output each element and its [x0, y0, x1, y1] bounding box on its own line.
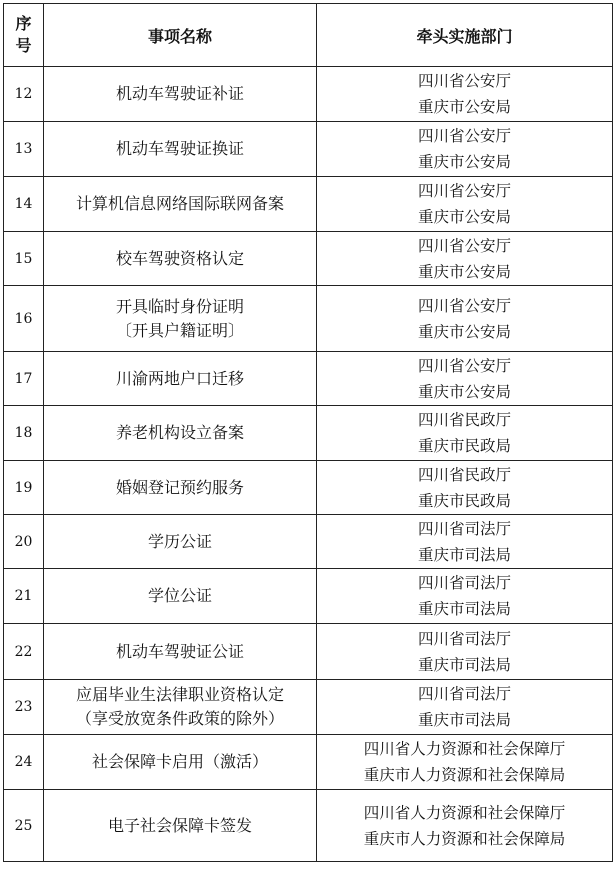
matter-name-line: 川渝两地户口迁移 — [115, 368, 244, 388]
department-line: 重庆市司法局 — [417, 545, 511, 564]
table-row — [4, 735, 613, 790]
matter-name-line: （享受放宽条件政策的除外） — [75, 709, 284, 728]
lead-department — [317, 286, 613, 352]
department-line: 四川省人力资源和社会保障厅 — [363, 740, 566, 758]
matter-name-line: 〔开具户籍证明〕 — [115, 320, 244, 340]
lead-department — [317, 515, 613, 569]
department-line: 四川省公安厅 — [417, 296, 511, 315]
department-line: 重庆市公安局 — [417, 322, 511, 341]
header-dept: 牵头实施部门 — [317, 4, 613, 67]
table-body — [4, 67, 613, 862]
matter-name — [44, 232, 317, 286]
table-header-row — [4, 4, 613, 67]
table-row — [4, 406, 613, 461]
matter-name — [44, 406, 317, 461]
lead-department — [317, 790, 613, 862]
matters-table — [3, 3, 613, 862]
department-line: 四川省公安厅 — [417, 356, 511, 375]
matter-name — [44, 624, 317, 680]
lead-department — [317, 680, 613, 735]
row-number: 12 — [4, 67, 44, 122]
department-line: 四川省司法厅 — [417, 574, 511, 592]
department-line: 四川省司法厅 — [417, 629, 511, 648]
matter-name-line: 开具临时身份证明 — [115, 296, 244, 316]
department-line: 重庆市司法局 — [417, 655, 511, 674]
row-number: 16 — [4, 286, 44, 352]
matter-name-line: 校车驾驶资格认定 — [115, 248, 244, 268]
table-row — [4, 680, 613, 735]
row-number: 21 — [4, 569, 44, 624]
row-number: 14 — [4, 177, 44, 232]
department-line: 重庆市人力资源和社会保障局 — [363, 766, 566, 784]
table-row — [4, 569, 613, 624]
table-row — [4, 790, 613, 862]
row-number: 25 — [4, 790, 44, 862]
table-row — [4, 352, 613, 406]
matter-name — [44, 67, 317, 122]
matter-name — [44, 680, 317, 735]
lead-department — [317, 461, 613, 515]
row-number: 24 — [4, 735, 44, 790]
department-line: 重庆市司法局 — [417, 711, 511, 729]
table-row — [4, 624, 613, 680]
matter-name-line: 机动车驾驶证换证 — [115, 139, 244, 158]
header-seq-line: 序 — [15, 14, 32, 33]
department-line: 四川省公安厅 — [417, 127, 511, 145]
table-row — [4, 286, 613, 352]
lead-department — [317, 569, 613, 624]
department-line: 四川省司法厅 — [417, 685, 511, 703]
matter-name-line: 机动车驾驶证补证 — [115, 84, 244, 103]
department-line: 重庆市公安局 — [417, 262, 511, 281]
matter-name — [44, 286, 317, 352]
department-line: 四川省公安厅 — [417, 182, 511, 200]
matter-name-line: 机动车驾驶证公证 — [115, 641, 244, 661]
lead-department — [317, 177, 613, 232]
lead-department — [317, 624, 613, 680]
department-line: 四川省公安厅 — [417, 236, 511, 255]
department-line: 重庆市公安局 — [417, 153, 511, 171]
matter-name — [44, 735, 317, 790]
lead-department — [317, 122, 613, 177]
matter-name-line: 婚姻登记预约服务 — [115, 477, 244, 497]
matter-name — [44, 122, 317, 177]
department-line: 重庆市司法局 — [417, 600, 511, 618]
department-line: 四川省民政厅 — [417, 411, 511, 429]
matter-name — [44, 352, 317, 406]
matter-name-line: 学位公证 — [147, 586, 212, 605]
lead-department — [317, 67, 613, 122]
matter-name — [44, 790, 317, 862]
lead-department — [317, 232, 613, 286]
matter-name — [44, 461, 317, 515]
table-row — [4, 122, 613, 177]
lead-department — [317, 406, 613, 461]
matter-name-line: 应届毕业生法律职业资格认定 — [75, 685, 284, 704]
matter-name-line: 社会保障卡启用（激活） — [91, 752, 268, 771]
table-row — [4, 461, 613, 515]
table-row — [4, 515, 613, 569]
department-line: 重庆市公安局 — [417, 98, 511, 116]
matter-name — [44, 177, 317, 232]
matter-name-line: 学历公证 — [147, 531, 212, 551]
department-line: 重庆市公安局 — [417, 208, 511, 226]
table-row — [4, 67, 613, 122]
department-line: 四川省公安厅 — [417, 72, 511, 90]
table-row — [4, 232, 613, 286]
header-name: 事项名称 — [44, 4, 317, 67]
matter-name-line: 计算机信息网络国际联网备案 — [75, 194, 284, 213]
row-number: 18 — [4, 406, 44, 461]
row-number: 23 — [4, 680, 44, 735]
department-line: 四川省人力资源和社会保障厅 — [363, 803, 566, 822]
matter-name — [44, 569, 317, 624]
matter-name-line: 养老机构设立备案 — [115, 423, 244, 442]
row-number: 15 — [4, 232, 44, 286]
row-number: 13 — [4, 122, 44, 177]
matter-name-line: 电子社会保障卡签发 — [107, 815, 252, 835]
table-row — [4, 177, 613, 232]
row-number: 22 — [4, 624, 44, 680]
header-seq-line: 号 — [15, 36, 32, 55]
department-line: 重庆市人力资源和社会保障局 — [363, 829, 566, 848]
department-line: 四川省司法厅 — [417, 519, 511, 538]
department-line: 重庆市民政局 — [417, 491, 511, 510]
lead-department — [317, 352, 613, 406]
row-number: 17 — [4, 352, 44, 406]
department-line: 四川省民政厅 — [417, 465, 511, 484]
department-line: 重庆市公安局 — [417, 382, 511, 401]
department-line: 重庆市民政局 — [417, 437, 511, 455]
row-number: 19 — [4, 461, 44, 515]
matter-name — [44, 515, 317, 569]
lead-department — [317, 735, 613, 790]
header-seq — [4, 4, 44, 67]
row-number: 20 — [4, 515, 44, 569]
